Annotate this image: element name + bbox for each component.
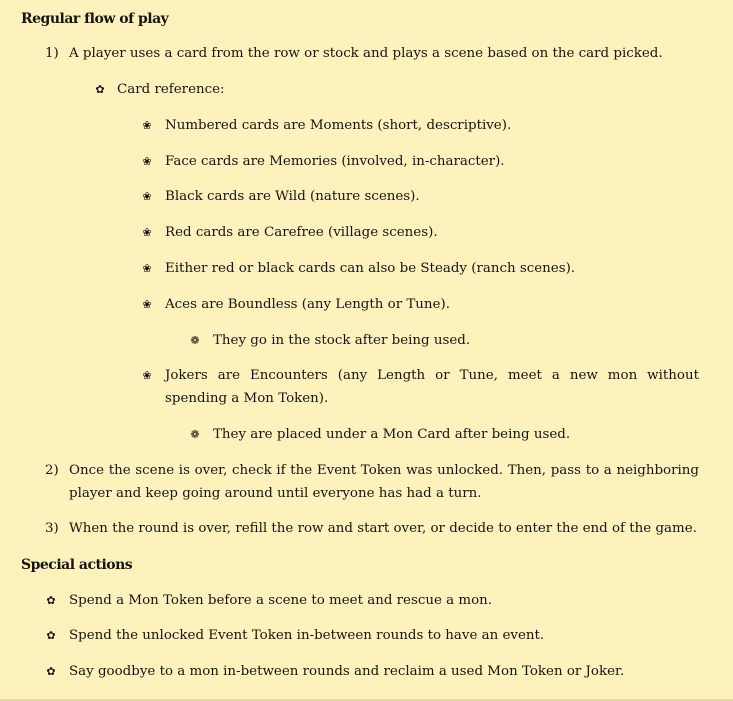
step-text: When the round is over, refill the row and start over, or decide to enter the end of the game. (69, 521, 697, 536)
special-action-item: ✿ Say goodbye to a mon in-between rounds and reclaim a used Mon Token or Joker. (69, 661, 709, 684)
dot-flower-bullet-icon: ❁ (190, 428, 200, 441)
card-ref-item: ❀ Jokers are Encounters (any Length or Tune, meet a new mon without spending a Mon Token). (165, 365, 699, 410)
star-flower-bullet-icon: ❀ (142, 119, 152, 132)
card-reference-item (95, 79, 677, 102)
flower-bullet-icon: ✿ (46, 665, 56, 678)
step-3 (45, 518, 709, 541)
jokers-note: ❁ They are placed under a Mon Card after being used. (213, 424, 699, 447)
star-flower-bullet-icon: ❀ (142, 190, 152, 203)
card-ref-item: ❀ Aces are Boundless (any Length or Tune). (165, 294, 699, 317)
card-ref-item: ❀ Red cards are Carefree (village scenes). (165, 222, 699, 245)
section-heading-regular-flow: Regular flow of play (21, 11, 169, 27)
star-flower-bullet-icon: ❀ (142, 369, 152, 382)
special-action-item: ✿ Spend the unlocked Event Token in-between rounds to have an event. (69, 625, 709, 648)
card-ref-item: ❀ Either red or black cards can also be Steady (ranch scenes). (165, 258, 699, 281)
aces-note: ❁ They go in the stock after being used. (213, 330, 699, 353)
step-1 (45, 43, 709, 66)
card-ref-item: ❀ Black cards are Wild (nature scenes). (165, 186, 699, 209)
step-number: 2) (45, 463, 59, 478)
card-ref-item: ❀ Face cards are Memories (involved, in-character). (165, 151, 699, 174)
step-number: 1) (45, 46, 59, 61)
dot-flower-bullet-icon: ❁ (190, 334, 200, 347)
flower-bullet-icon: ✿ (46, 629, 56, 642)
star-flower-bullet-icon: ❀ (142, 298, 152, 311)
step-number: 3) (45, 521, 59, 536)
special-action-item: ✿ Spend a Mon Token before a scene to meet and rescue a mon. (69, 590, 709, 613)
flower-bullet-icon: ✿ (46, 594, 56, 607)
step-text: Once the scene is over, check if the Event Token was unlocked. Then, pass to a neighboring player and keep going around until everyone has had a turn. (69, 463, 699, 501)
flower-bullet-icon: ✿ (95, 83, 105, 96)
step-text: A player uses a card from the row or stock and plays a scene based on the card picked. (69, 46, 663, 61)
star-flower-bullet-icon: ❀ (142, 155, 152, 168)
star-flower-bullet-icon: ❀ (142, 262, 152, 275)
star-flower-bullet-icon: ❀ (142, 226, 152, 239)
step-2 (45, 460, 699, 505)
card-ref-item: ❀ Numbered cards are Moments (short, descriptive). (165, 115, 699, 138)
section-heading-special-actions: Special actions (21, 557, 133, 573)
card-reference-label: Card reference: (117, 82, 225, 97)
